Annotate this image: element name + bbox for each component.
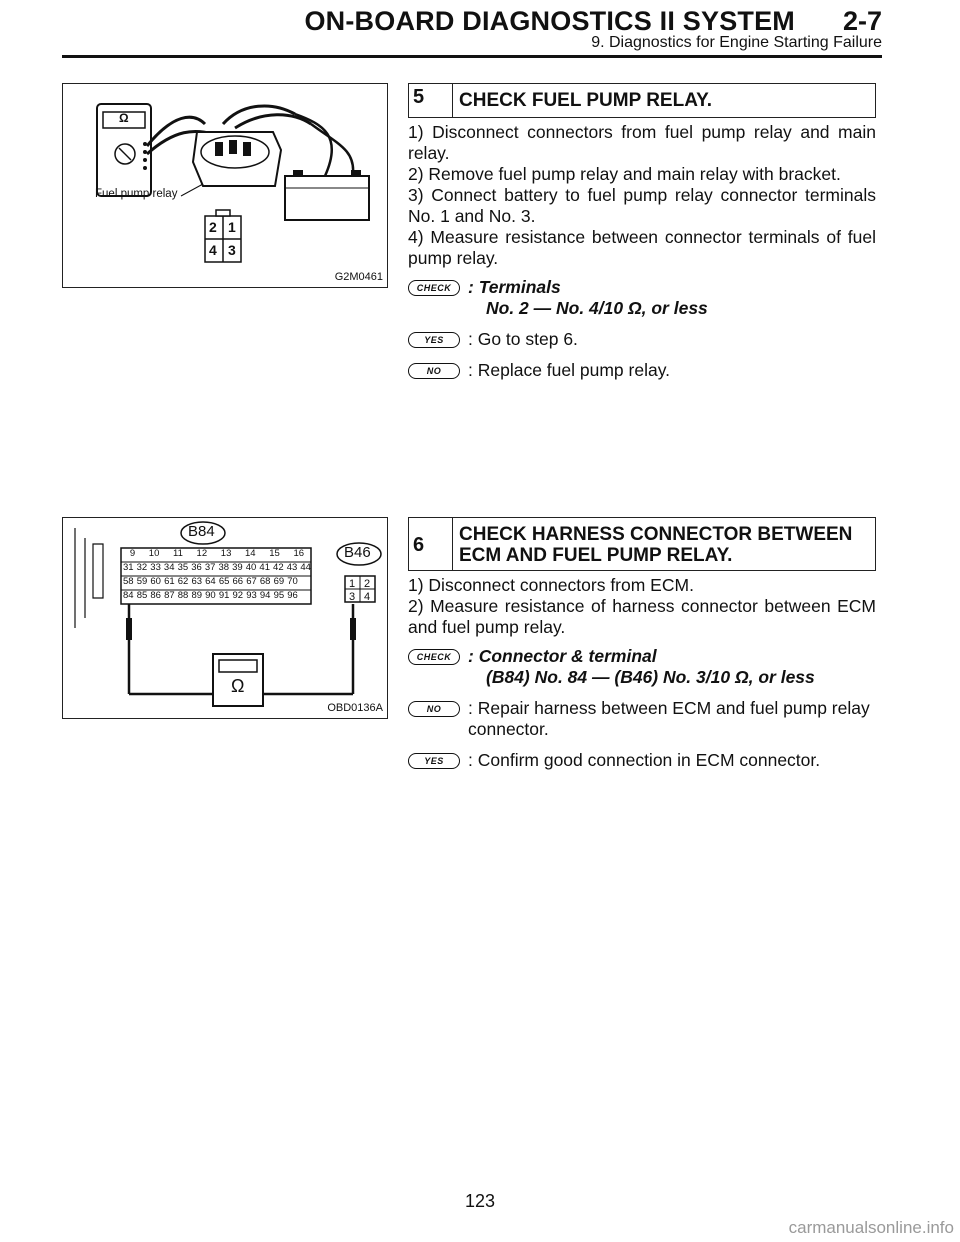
ecm-pin: 90 <box>205 590 216 601</box>
step-6-header <box>408 517 876 571</box>
check-icon: CHECK <box>408 649 460 665</box>
watermark[interactable]: carmanualsonline.info <box>788 1218 954 1237</box>
check-line: No. 2 — No. 4/10 Ω, or less <box>486 298 708 318</box>
ecm-pin: 66 <box>232 576 244 587</box>
yes-condition <box>408 329 876 350</box>
relay-terminal-2: 2 <box>209 219 217 235</box>
check-condition <box>408 277 876 319</box>
ecm-pin: 92 <box>232 590 244 601</box>
yes-text: : Go to step 6. <box>468 329 578 349</box>
page-number: 123 <box>464 1191 496 1211</box>
procedure-list <box>408 122 876 269</box>
step-number: 6 <box>409 518 453 570</box>
ecm-pin: 33 <box>150 562 161 573</box>
ohmmeter-symbol: Ω <box>231 676 245 696</box>
check-line: : Terminals <box>468 277 561 297</box>
procedure-item: 1) Disconnect connectors from ECM. <box>408 575 694 595</box>
ecm-pin: 85 <box>136 590 148 601</box>
figure-fuel-pump-relay <box>62 83 388 288</box>
ecm-pin: 61 <box>164 576 175 587</box>
no-condition <box>408 360 876 381</box>
step-number: 5 <box>409 84 453 117</box>
no-text: : Repair harness between ECM and fuel pump relay connector. <box>468 698 870 739</box>
ecm-pin: 59 <box>136 576 148 587</box>
section-number: 2-7 <box>842 6 882 36</box>
meter-symbol: Ω <box>119 111 129 125</box>
ecm-pin: 64 <box>205 576 216 587</box>
connector-b84-label: B84 <box>188 523 215 540</box>
ecm-pin: 42 <box>273 562 284 573</box>
figure-id: G2M0461 <box>334 271 383 283</box>
header-subtitle: 9. Diagnostics for Engine Starting Failure <box>591 34 882 51</box>
ecm-pin: 87 <box>164 590 175 601</box>
ecm-pin: 38 <box>218 562 230 573</box>
step-title: CHECK FUEL PUMP RELAY. <box>459 90 713 111</box>
step-5 <box>408 83 876 381</box>
yes-icon: YES <box>408 332 460 348</box>
ecm-pin: 32 <box>136 562 148 573</box>
procedure-item: 2) Measure resistance of harness connector between ECM and fuel pump relay. <box>408 596 876 637</box>
b46-pin: 4 <box>364 591 371 603</box>
ecm-pin: 13 <box>220 548 232 559</box>
ecm-pin-row <box>123 576 298 587</box>
ecm-pin: 94 <box>259 590 271 601</box>
ecm-pin: 89 <box>191 590 203 601</box>
ecm-pin: 96 <box>287 590 298 601</box>
check-icon: CHECK <box>408 280 460 296</box>
ecm-pin: 11 <box>173 548 183 559</box>
ecm-pin: 16 <box>293 548 305 559</box>
figure-ecm-harness <box>62 517 388 719</box>
ecm-pin: 41 <box>259 562 270 573</box>
ecm-pin: 63 <box>191 576 203 587</box>
relay-terminal-1: 1 <box>228 219 236 235</box>
ecm-pin: 44 <box>300 562 311 573</box>
yes-text: : Confirm good connection in ECM connector. <box>468 750 821 770</box>
step-6 <box>408 517 876 771</box>
no-icon: NO <box>408 701 460 717</box>
fuel-pump-relay-label: Fuel pump relay <box>95 188 178 200</box>
ecm-pin: 12 <box>196 548 208 559</box>
fuel-pump-relay-illustration <box>63 84 387 287</box>
ecm-pin: 95 <box>273 590 285 601</box>
procedure-item: 1) Disconnect connectors from fuel pump relay and main relay. <box>408 122 876 163</box>
ecm-pin: 58 <box>123 576 134 587</box>
header-title: ON-BOARD DIAGNOSTICS II SYSTEM <box>304 6 795 36</box>
ecm-pin-row <box>123 548 311 559</box>
header-rule <box>62 55 882 58</box>
check-line: : Connector & terminal <box>468 646 657 666</box>
ecm-pin: 69 <box>273 576 285 587</box>
b46-pin: 3 <box>349 591 356 603</box>
no-condition <box>408 698 876 740</box>
b46-pin: 2 <box>364 578 371 590</box>
ecm-pin: 65 <box>218 576 230 587</box>
connector-b46-label: B46 <box>344 544 371 561</box>
ecm-pin: 39 <box>232 562 243 573</box>
ecm-pin-row <box>123 590 298 601</box>
ecm-pin: 88 <box>177 590 189 601</box>
ecm-pin: 10 <box>148 548 160 559</box>
step-title: CHECK HARNESS CONNECTOR BETWEEN ECM AND FUEL PUMP RELAY. <box>459 524 853 566</box>
ecm-pin-row <box>123 562 311 573</box>
relay-terminal-3: 3 <box>228 242 236 258</box>
procedure-item: 3) Connect battery to fuel pump relay connector terminals No. 1 and No. 3. <box>408 185 876 226</box>
ecm-pin: 36 <box>191 562 202 573</box>
ecm-pin: 43 <box>286 562 298 573</box>
ecm-pin: 40 <box>245 562 257 573</box>
check-text <box>468 277 708 319</box>
ecm-pin: 84 <box>123 590 134 601</box>
ecm-pin: 9 <box>129 548 136 559</box>
procedure-list <box>408 575 876 638</box>
procedure-item: 4) Measure resistance between connector terminals of fuel pump relay. <box>408 227 876 268</box>
procedure-item: 2) Remove fuel pump relay and main relay with bracket. <box>408 164 841 184</box>
ecm-pin: 70 <box>287 576 298 587</box>
ecm-pin: 37 <box>204 562 216 573</box>
relay-terminal-4: 4 <box>209 242 217 258</box>
ecm-pin: 86 <box>150 590 161 601</box>
ecm-pin: 93 <box>246 590 257 601</box>
ecm-pin: 15 <box>269 548 280 559</box>
no-icon: NO <box>408 363 460 379</box>
ecm-pin: 14 <box>245 548 256 559</box>
yes-icon: YES <box>408 753 460 769</box>
check-line: (B84) No. 84 — (B46) No. 3/10 Ω, or less <box>486 667 815 687</box>
ecm-pin: 35 <box>177 562 189 573</box>
ecm-pin: 68 <box>259 576 271 587</box>
ecm-pin: 67 <box>246 576 257 587</box>
ecm-pin: 31 <box>123 562 134 573</box>
b46-pin: 1 <box>349 578 356 590</box>
ecm-pin: 60 <box>150 576 161 587</box>
check-text <box>468 646 815 688</box>
ecm-pin: 62 <box>177 576 189 587</box>
step-5-header <box>408 83 876 118</box>
ecm-pin: 91 <box>218 590 230 601</box>
check-condition <box>408 646 876 688</box>
yes-condition <box>408 750 876 771</box>
ecm-pin: 34 <box>163 562 175 573</box>
no-text: : Replace fuel pump relay. <box>468 360 671 380</box>
figure-id: OBD0136A <box>327 702 383 714</box>
